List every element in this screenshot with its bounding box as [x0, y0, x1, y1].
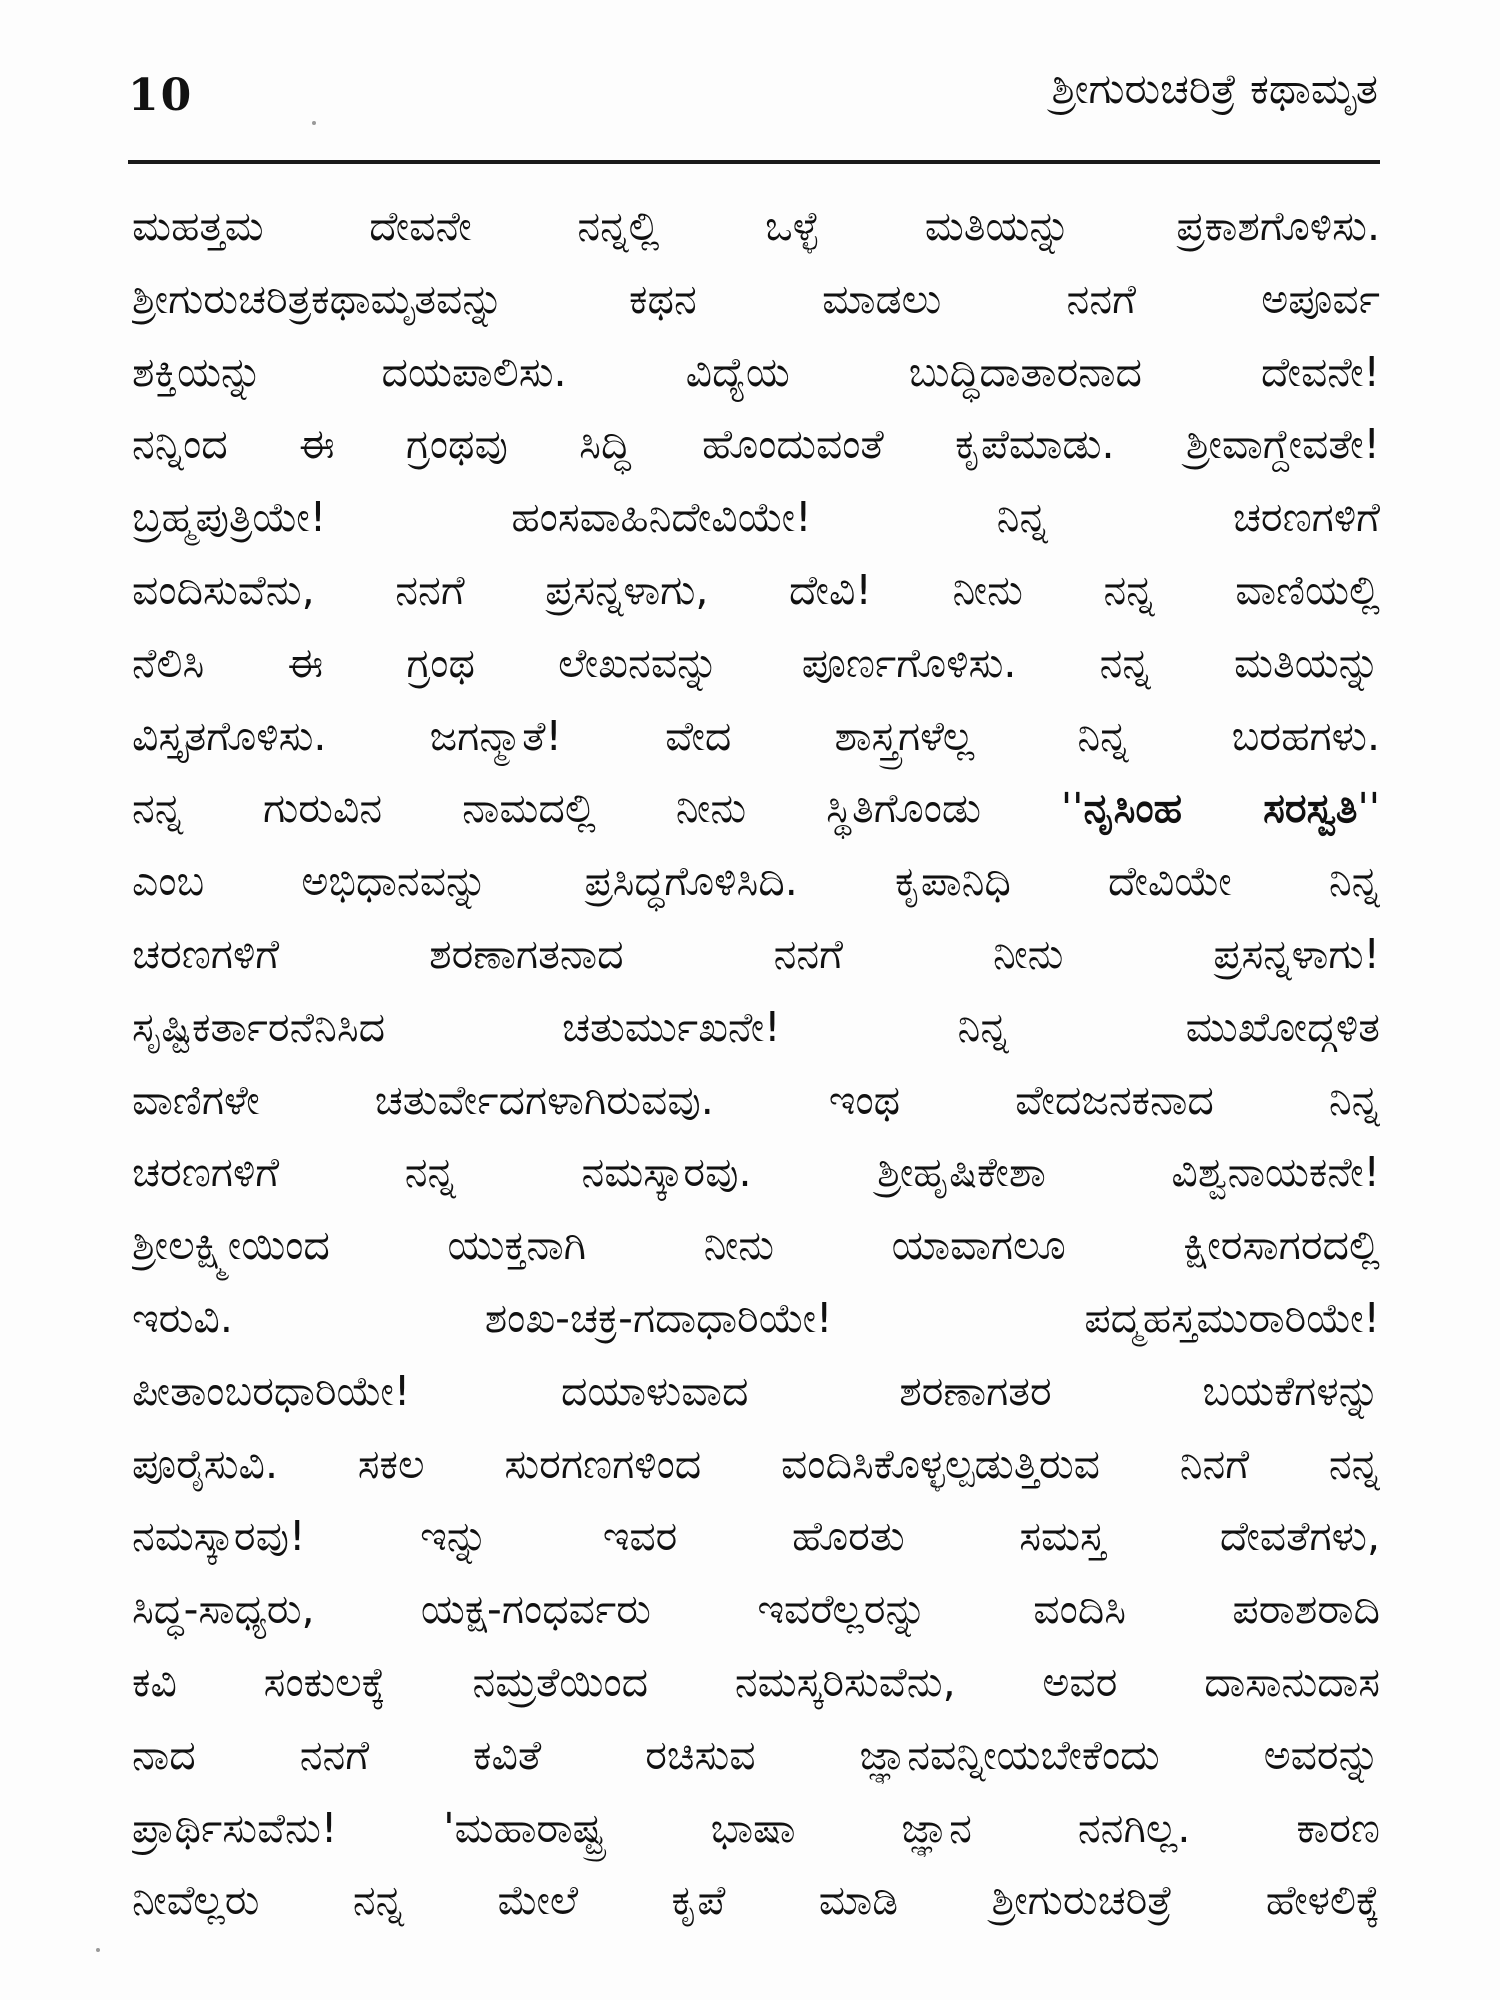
text-line-22: ನಾದ ನನಗೆ ಕವಿತೆ ರಚಿಸುವ ಜ್ಞಾನವನ್ನೀಯಬೇಕೆಂದು ಅವರನ್ನು [132, 1730, 1380, 1779]
text-line-11: ಚರಣಗಳಿಗೆ ಶರಣಾಗತನಾದ ನನಗೆ ನೀನು ಪ್ರಸನ್ನಳಾಗು! [132, 929, 1380, 978]
text-line-12: ಸೃಷ್ಟಿಕರ್ತಾರನೆನಿಸಿದ ಚತುರ್ಮುಖನೇ! ನಿನ್ನ ಮುಖೋದ್ಗಳಿತ [132, 1002, 1380, 1051]
text-line-2: ಶ್ರೀಗುರುಚರಿತ್ರಕಥಾಮೃತವನ್ನು ಕಥನ ಮಾಡಲು ನನಗೆ ಅಪೂರ್ವ [132, 274, 1380, 323]
text-line-8: ವಿಸ್ತೃತಗೊಳಿಸು. ಜಗನ್ಮಾತೆ! ವೇದ ಶಾಸ್ತ್ರಗಳೆಲ್ಲ ನಿನ್ನ ಬರಹಗಳು. [132, 711, 1380, 760]
text-line-6: ವಂದಿಸುವೆನು, ನನಗೆ ಪ್ರಸನ್ನಳಾಗು, ದೇವಿ! ನೀನು ನನ್ನ ವಾಣಿಯಲ್ಲಿ [132, 565, 1380, 614]
text-line-14: ಚರಣಗಳಿಗೆ ನನ್ನ ನಮಸ್ಕಾರವು. ಶ್ರೀಹೃಷಿಕೇಶಾ ವಿಶ್ವನಾಯಕನೇ! [132, 1148, 1380, 1197]
text-line-24: ನೀವೆಲ್ಲರು ನನ್ನ ಮೇಲೆ ಕೃಪೆ ಮಾಡಿ ಶ್ರೀಗುರುಚರಿತ್ರೆ ಹೇಳಲಿಕ್ಕೆ [132, 1876, 1380, 1925]
text-line-1: ಮಹತ್ತಮ ದೇವನೇ ನನ್ನಲ್ಲಿ ಒಳ್ಳೆ ಮತಿಯನ್ನು ಪ್ರಕಾಶಗೊಳಿಸು. [132, 202, 1380, 250]
highlighted-name: ನೃಸಿಂಹ ಸರಸ್ವತಿ [1083, 784, 1358, 833]
text-line-10: ಎಂಬ ಅಭಿಧಾನವನ್ನು ಪ್ರಸಿದ್ಧಗೊಳಿಸಿದಿ. ಕೃಪಾನಿಧಿ ದೇವಿಯೇ ನಿನ್ನ [132, 857, 1380, 906]
text-line-7: ನೆಲಿಸಿ ಈ ಗ್ರಂಥ ಲೇಖನವನ್ನು ಪೂರ್ಣಗೊಳಿಸು. ನನ್ನ ಮತಿಯನ್ನು [132, 638, 1380, 687]
text-line-13: ವಾಣಿಗಳೇ ಚತುರ್ವೇದಗಳಾಗಿರುವವು. ಇಂಥ ವೇದಜನಕನಾದ ನಿನ್ನ [132, 1075, 1380, 1124]
line-9-prefix: ನನ್ನ ಗುರುವಿನ ನಾಮದಲ್ಲಿ ನೀನು ಸ್ಥಿತಿಗೊಂಡು '' [132, 784, 1084, 833]
line-9-suffix: '' [1357, 784, 1380, 833]
scan-speck [312, 121, 316, 125]
text-line-21: ಕವಿ ಸಂಕುಲಕ್ಕೆ ನಮ್ರತೆಯಿಂದ ನಮಸ್ಕರಿಸುವೆನು, ಅವರ ದಾಸಾನುದಾಸ [132, 1657, 1380, 1706]
text-line-9 [132, 772, 1380, 845]
body-text [132, 190, 1380, 1937]
text-line-15: ಶ್ರೀಲಕ್ಷ್ಮೀಯಿಂದ ಯುಕ್ತನಾಗಿ ನೀನು ಯಾವಾಗಲೂ ಕ್ಷೀರಸಾಗರದಲ್ಲಿ [132, 1221, 1380, 1270]
text-line-3: ಶಕ್ತಿಯನ್ನು ದಯಪಾಲಿಸು. ವಿದ್ಯೆಯ ಬುದ್ಧಿದಾತಾರನಾದ ದೇವನೇ! [132, 347, 1380, 396]
text-line-16: ಇರುವಿ. ಶಂಖ-ಚಕ್ರ-ಗದಾಧಾರಿಯೇ! ಪದ್ಮಹಸ್ತಮುರಾರಿಯೇ! [132, 1293, 1380, 1342]
text-line-17: ಪೀತಾಂಬರಧಾರಿಯೇ! ದಯಾಳುವಾದ ಶರಣಾಗತರ ಬಯಕೆಗಳನ್ನು [132, 1366, 1380, 1415]
text-line-5: ಬ್ರಹ್ಮಪುತ್ರಿಯೇ! ಹಂಸವಾಹಿನಿದೇವಿಯೇ! ನಿನ್ನ ಚರಣಗಳಿಗೆ [132, 493, 1380, 542]
text-line-18: ಪೂರೈಸುವಿ. ಸಕಲ ಸುರಗಣಗಳಿಂದ ವಂದಿಸಿಕೊಳ್ಳಲ್ಪಡುತ್ತಿರುವ ನಿನಗೆ ನನ್ನ [132, 1439, 1380, 1488]
header-rule [128, 160, 1380, 164]
book-title: ಶ್ರೀಗುರುಚರಿತ್ರೆ ಕಥಾಮೃತ [1051, 64, 1378, 113]
running-header [128, 64, 1378, 144]
text-line-20: ಸಿದ್ಧ-ಸಾಧ್ಯರು, ಯಕ್ಷ-ಗಂಧರ್ವರು ಇವರೆಲ್ಲರನ್ನು ವಂದಿಸಿ ಪರಾಶರಾದಿ [132, 1585, 1380, 1634]
text-line-4: ನನ್ನಿಂದ ಈ ಗ್ರಂಥವು ಸಿದ್ಧಿ ಹೊಂದುವಂತೆ ಕೃಪೆಮಾಡು. ಶ್ರೀವಾಗ್ದೇವತೇ! [132, 420, 1380, 469]
text-line-23: ಪ್ರಾರ್ಥಿಸುವೆನು! 'ಮಹಾರಾಷ್ಟ್ರ ಭಾಷಾ ಜ್ಞಾನ ನನಗಿಲ್ಲ. ಕಾರಣ [132, 1803, 1380, 1852]
page-number: 10 [128, 70, 194, 121]
text-line-19: ನಮಸ್ಕಾರವು! ಇನ್ನು ಇವರ ಹೊರತು ಸಮಸ್ತ ದೇವತೆಗಳು, [132, 1512, 1380, 1561]
scan-speck [96, 1948, 100, 1952]
